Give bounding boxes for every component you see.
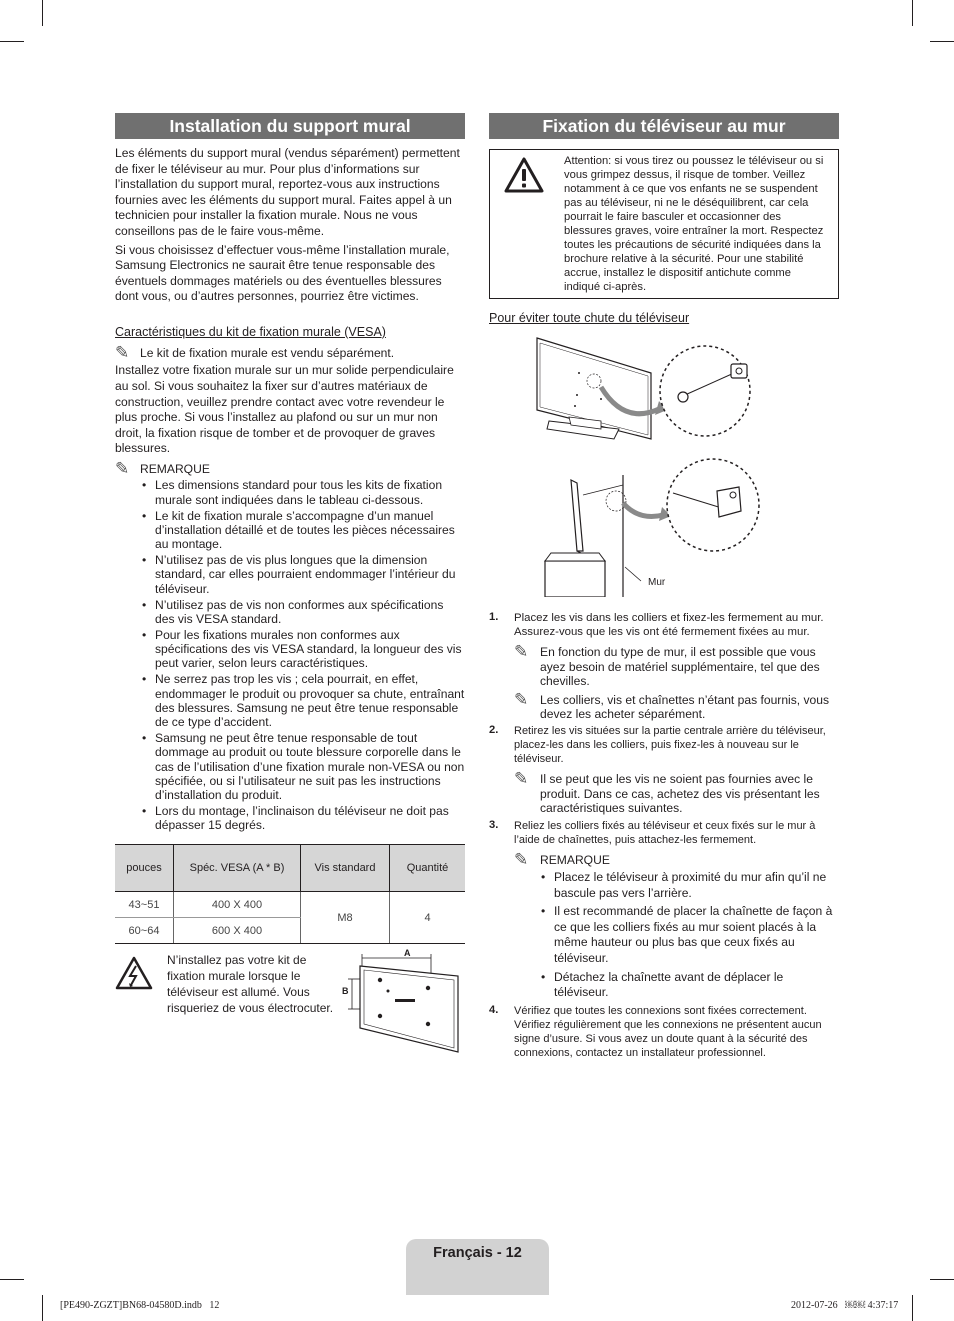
attention-text: [564, 154, 829, 294]
step-number: 4.: [489, 1003, 499, 1016]
section-title-fixation: Fixation du téléviseur au mur: [489, 113, 839, 139]
step-text: Retirez les vis situées sur la partie centrale arrière du téléviseur, placez-les dans les colliers, puis fixez-les à nouveau sur le téléviseur.: [514, 725, 826, 766]
col-header-vis: Vis standard: [301, 845, 390, 892]
crop-mark: [930, 1279, 954, 1280]
col-header-quantite: Quantité: [390, 845, 466, 892]
wall-label: Mur: [648, 577, 666, 588]
step-text: Reliez les colliers fixés au téléviseur et ceux fixés sur le mur à l’aide de chaînettes, puis attachez-les fermement.: [514, 819, 816, 846]
attention-box: [489, 149, 839, 299]
electric-shock-icon: [115, 956, 153, 990]
install-paragraph: Installez votre fixation murale sur un mur solide perpendiculaire au sol. Si vous souhaitez la fixer sur d’autres matériaux de construction, veuillez prendre contact avec votre revendeur le plus proche. Si vous l’installez au plafond ou sur un mur non droit, la fixation risque de tomber et de provoquer de graves blessures.: [115, 363, 454, 456]
tv-anchor-diagram-image: [489, 335, 839, 597]
step-note-text: Les colliers, vis et chaînettes n’étant pas fournis, vous devez les acheter séparément.: [540, 692, 830, 722]
col-header-pouces: pouces: [115, 845, 174, 892]
crop-mark: [0, 41, 24, 42]
section-title-wall-mount: Installation du support mural: [115, 113, 465, 139]
step-item: [489, 1004, 839, 1060]
list-item: • N’utilisez pas de vis non conformes aux spécifications des vis VESA standard.: [155, 598, 465, 626]
remarque-label: REMARQUE: [540, 852, 610, 867]
dimension-b-label: B: [342, 986, 349, 997]
crop-mark: [912, 0, 913, 26]
step-note: [514, 642, 839, 689]
cell-vis: M8: [301, 892, 390, 944]
remarque-list: [115, 478, 465, 832]
dimension-a-label: A: [404, 948, 411, 959]
installation-steps: [489, 611, 839, 1060]
remarque-list: [514, 870, 839, 1001]
kit-note-text: Le kit de fixation murale est vendu séparément.: [140, 345, 395, 360]
step-number: 1.: [489, 611, 499, 623]
list-item: • Ne serrez pas trop les vis ; cela pourrait, en effet, endommager le produit ou provoquer sa chute, entraînant des blessures. Samsung ne peut être tenue responsable de ce type d’accident.: [155, 672, 465, 729]
list-item: • Pour les fixations murales non conformes aux spécifications des vis VESA standard, la longueur des vis peut varier, selon leurs caractéristiques.: [155, 628, 465, 671]
step-note-text: En fonction du type de mur, il est possible que vous ayez besoin de matériel supplémentaire, tel que des chevilles.: [540, 645, 820, 689]
remarque-note: [115, 458, 465, 478]
list-item: • Détachez la chaînette avant de déplacer le téléviseur.: [554, 970, 839, 1001]
list-item: • Le kit de fixation murale s’accompagne d’un manuel d’installation détaillé et de toutes les pièces nécessaires au montage.: [155, 509, 465, 552]
attention-label: Attention: [564, 155, 609, 167]
liability-paragraph: Si vous choisissez d’effectuer vous-même l’installation murale, Samsung Electronics ne saurait être tenue responsable des éventuels dommages matériels ou des éventuelles blessures dont vous, ou d’autres personnes, pourriez être victimes.: [115, 242, 450, 304]
cell-pouces: 43~51: [115, 892, 174, 918]
pencil-icon: ✎: [514, 849, 529, 869]
remarque-note: [514, 849, 839, 869]
list-item: • Samsung ne peut être tenue responsable de tout dommage au produit ou toute blessure corporelle dans le cas de l’utilisation d’une fixation murale non-VESA ou non spécifiée, ou si l’utilisateur ne suit pas les instructions d’installation du produit.: [155, 731, 465, 802]
pencil-icon: ✎: [115, 458, 130, 478]
fall-prevention-illustration: [489, 335, 839, 597]
cell-pouces: 60~64: [115, 918, 174, 944]
cell-vesa: 400 X 400: [174, 892, 301, 918]
crop-mark: [0, 1279, 24, 1280]
step-note: [514, 769, 839, 816]
vesa-diagram-image: [340, 944, 465, 1056]
list-item: • Lors du montage, l’inclinaison du téléviseur ne doit pas dépasser 15 degrés.: [155, 804, 465, 832]
page-number: Français - 12: [433, 1245, 522, 1261]
pencil-icon: ✎: [514, 689, 529, 709]
page-number-tab: [406, 1239, 549, 1295]
step-text: Placez les vis dans les colliers et fixez-les fermement au mur. Assurez-vous que les vis ont été fermement fixées au mur.: [514, 612, 824, 639]
shock-warning-block: [115, 948, 465, 1064]
crop-mark: [912, 1295, 913, 1321]
vesa-table: [115, 844, 465, 944]
list-item: • Les dimensions standard pour tous les kits de fixation murale sont indiquées dans le tableau ci-dessous.: [155, 478, 465, 506]
warning-icon: [503, 156, 545, 194]
shock-warning-text: N’installez pas votre kit de fixation murale lorsque le téléviseur est allumé. Vous risqueriez de vous électrocuter.: [167, 953, 334, 1016]
list-item: • N’utilisez pas de vis plus longues que la dimension standard, car elles pourraient endommager l’intérieur du téléviseur.: [155, 553, 465, 596]
vesa-heading: Caractéristiques du kit de fixation murale (VESA): [115, 324, 386, 339]
footer-file-info: [PE490-ZGZT]BN68-04580D.indb 12: [60, 1300, 220, 1311]
table-header-row: [115, 845, 465, 892]
crop-mark: [42, 1295, 43, 1321]
step-item: [489, 724, 839, 815]
step-number: 3.: [489, 818, 499, 831]
fall-prevention-heading: Pour éviter toute chute du téléviseur: [489, 311, 690, 325]
list-item: • Placez le téléviseur à proximité du mur afin qu’il ne bascule pas vers l’arrière.: [554, 870, 839, 901]
attention-body: : si vous tirez ou poussez le téléviseur ou si vous grimpez dessus, il risque de tomber. Veillez notamment à ce que vos enfants ne se suspendent pas au téléviseur, ni ne le déséquilibrent, car cela pourrait le faire basculer et occasionner des blessures graves, voire entraîner la mort. Respectez toutes les précautions de sécurité indiquées dans la brochure relative à la sécurité. Pour une stabilité accrue, installez le dispositif antichute comme indiqué ci-après.: [564, 155, 824, 293]
right-column: [489, 113, 839, 1060]
table-row: [115, 892, 465, 918]
kit-note: [115, 342, 465, 362]
step-note-text: Il se peut que les vis ne soient pas fournies avec le produit. Dans ce cas, achetez des vis présentant les caractéristiques suivantes.: [540, 772, 820, 816]
crop-mark: [42, 0, 43, 26]
step-item: [489, 819, 839, 1001]
step-note: [514, 689, 839, 722]
intro-paragraph: Les éléments du support mural (vendus séparément) permettent de fixer le téléviseur au mur. Pour plus d’informations sur l’installation du support mural, reportez-vous aux instructions fournies avec les éléments du support mural. Faites appel à un technicien pour installer la fixation murale. Nous ne vous conseillons pas de le faire vous-même.: [115, 146, 460, 238]
step-number: 2.: [489, 724, 499, 737]
remarque-label: REMARQUE: [140, 461, 210, 476]
list-item: • Il est recommandé de placer la chaînette de façon à ce que les colliers fixés au mur soient placés à la même hauteur ou plus bas que ceux fixés au téléviseur.: [554, 904, 839, 966]
step-text: Vérifiez que toutes les connexions sont fixées correctement. Vérifiez régulièrement que les connexions ne présentent aucun signe d’usure. Si vous avez un doute quant à la sécurité des connexions, contactez un installateur professionnel.: [514, 1004, 822, 1059]
crop-mark: [930, 41, 954, 42]
pencil-icon: ✎: [115, 342, 130, 362]
cell-quantite: 4: [390, 892, 466, 944]
footer-timestamp: 2012-07-26 ￼￼ 4:37:17: [791, 1300, 899, 1311]
step-item: [489, 611, 839, 721]
pencil-icon: ✎: [514, 769, 529, 789]
col-header-vesa: Spéc. VESA (A * B): [174, 845, 301, 892]
pencil-icon: ✎: [514, 642, 529, 662]
cell-vesa: 600 X 400: [174, 918, 301, 944]
left-column: [115, 113, 465, 1064]
